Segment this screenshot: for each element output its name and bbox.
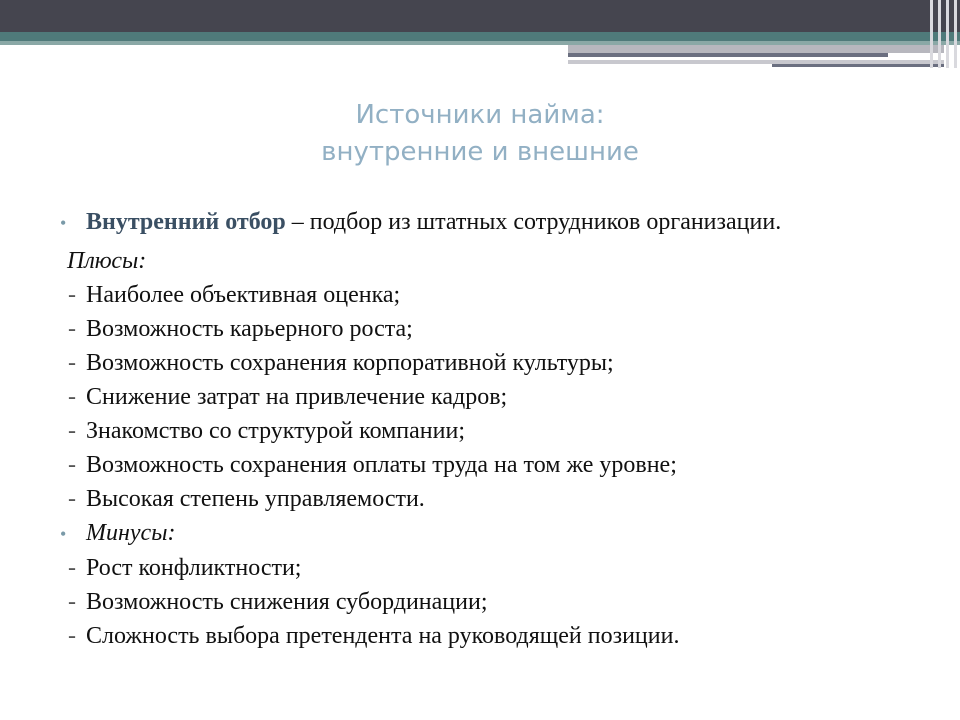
list-item [60,346,906,380]
list-item [60,448,906,482]
minuses-label: Минусы: [86,520,176,546]
list-item [60,278,906,312]
list-item [60,312,906,346]
header-corner-stripes [926,0,960,68]
minus-item: Возможность снижения субординации; [86,589,488,615]
list-item [60,619,906,653]
dash-icon: - [68,282,76,308]
plus-item: Возможность сохранения оплаты труда на том же уровне; [86,452,677,478]
minuses-list [60,551,906,653]
plus-item: Высокая степень управляемости. [86,486,425,512]
pluses-list [60,278,906,516]
plus-item: Возможность карьерного роста; [86,316,413,342]
slide-title-line1: Источники найма: [355,100,605,130]
header-decor-bar-low-dark [772,64,944,67]
plus-item: Знакомство со структурой компании; [86,418,465,444]
pluses-label: Плюсы: [67,248,147,274]
plus-item: Возможность сохранения корпоративной культуры; [86,350,614,376]
minuses-label-row [60,516,906,551]
list-item [60,482,906,516]
list-item [60,551,906,585]
dash-icon: - [68,418,76,444]
dash-icon: - [68,384,76,410]
list-item [60,414,906,448]
slide-body [60,206,906,653]
slide-title [0,97,960,171]
dash-icon: - [68,589,76,615]
header-decor-bar-dark [568,53,888,57]
list-item [60,380,906,414]
intro-definition: – подбор из штатных сотрудников организации. [285,209,782,235]
dash-icon: - [68,350,76,376]
header-dark-band [0,0,960,32]
intro-term: Внутренний отбор [86,209,286,235]
minus-item: Сложность выбора претендента на руководящей позиции. [86,623,680,649]
dash-icon: - [68,452,76,478]
plus-item: Наиболее объективная оценка; [86,282,401,308]
dash-icon: - [68,555,76,581]
bullet-icon: • [60,524,67,544]
slide-title-line2: внутренние и внешние [321,137,639,167]
minus-item: Рост конфликтности; [86,555,302,581]
header-decor-bar [568,45,944,53]
dash-icon: - [68,623,76,649]
dash-icon: - [68,486,76,512]
intro-text [86,206,781,240]
dash-icon: - [68,316,76,342]
list-item [60,585,906,619]
intro-bullet [60,206,906,240]
bullet-icon: • [60,213,67,233]
header-teal-band [0,32,960,41]
plus-item: Снижение затрат на привлечение кадров; [86,384,508,410]
